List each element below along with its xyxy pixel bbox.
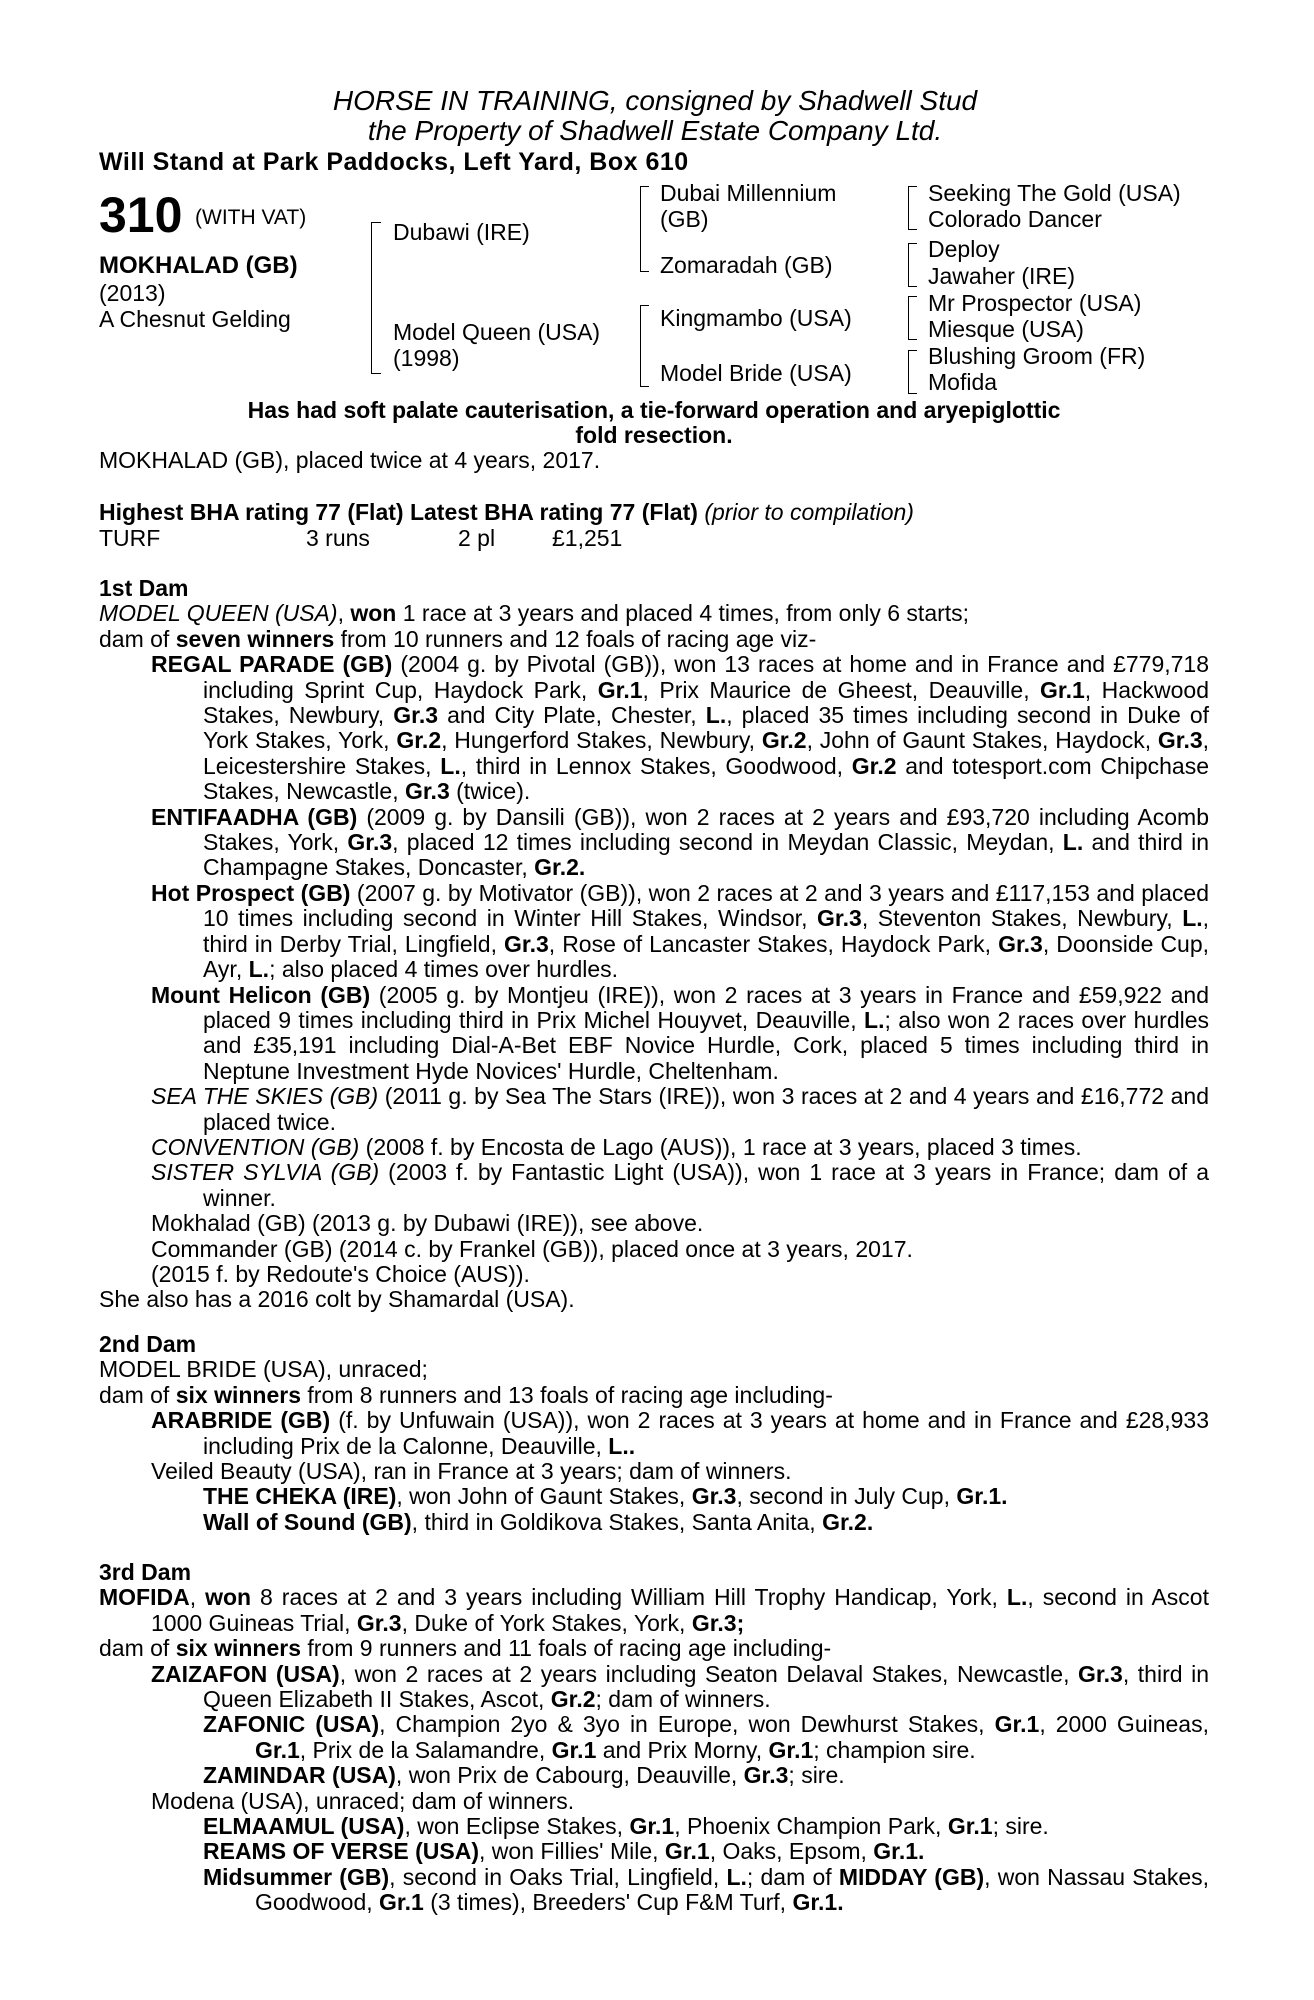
mofida-record: MOFIDA, won 8 races at 2 and 3 years including William Hill Trophy Handicap, York, L., second in Ascot 1000 Guineas Trial, Gr.3, Duke of York Stakes, York, Gr.3; (99, 1584, 1209, 1636)
produce-mount-helicon: Mount Helicon (GB) (2005 g. by Montjeu (IRE)), won 2 races at 3 years in France and £59,922 and placed 9 times including third in Prix Michel Houyvet, Deauville, L.; also won 2 races over hurdles and £35,191 including Dial-A-Bet EBF Novice Hurdle, Cork, placed 5 times including third in Neptune Investment Hyde Novices' Hurdle, Cheltenham. (151, 981, 1210, 1084)
produce-entifaadha: ENTIFAADHA (GB) (2009 g. by Dansili (GB)), won 2 races at 2 years and £93,720 including Acomb Stakes, York, Gr.3, placed 12 times including second in Meydan Classic, Meydan, L. and third in Champagne Stakes, Doncaster, Gr.2. (151, 803, 1210, 881)
pedigree-dam-sire: Kingmambo (USA) (660, 305, 852, 331)
pedigree-dam: Model Queen (USA) (393, 319, 601, 345)
section-heading: 2nd Dam (99, 1331, 197, 1357)
pedigree-sire: Dubawi (IRE) (393, 219, 530, 245)
produce-sister-sylvia: SISTER SYLVIA (GB) (2003 f. by Fantastic Light (USA)), won 1 race at 3 years in France; dam of a winner. (151, 1159, 1210, 1211)
horse-year: (2013) (99, 280, 166, 306)
dam-line-brace (640, 305, 649, 387)
gen3-brace-3 (908, 296, 917, 340)
pedigree-dam-dam: Model Bride (USA) (660, 360, 852, 386)
produce-2015-filly: (2015 f. by Redoute's Choice (AUS)). (151, 1260, 530, 1287)
produce-sea-the-skies: SEA THE SKIES (GB) (2011 g. by Sea The Stars (IRE)), won 3 races at 2 and 4 years and £16,772 and placed twice. (151, 1083, 1209, 1135)
third-dam-section: 3rd Dam MOFIDA, won 8 races at 2 and 3 years including William Hill Trophy Handicap, York, L., second in Ascot 1000 Guineas Trial, Gr.3, Duke of York Stakes, York, Gr.3; dam of six winners from 9 runners and 11 foals of racing age including- ZAIZAFON (USA), won 2 races at 2 years including Seaton Delaval Stakes, Newcastle, Gr.3, third in Queen Elizabeth II Stakes, Ascot, Gr.2; dam of winners. ZAFONIC (USA), Champion 2yo & 3yo in Europe, won Dewhurst Stakes, Gr.1, 2000 Guineas, Gr.1, Prix de la Salamandre, Gr.1 and Prix Morny, Gr.1; champion sire. ZAMINDAR (USA), won Prix de Cabourg, Deauville, Gr.3; sire. Modena (USA), unraced; dam of winners. ELMAAMUL (USA), won Eclipse Stakes, Gr.1, Phoenix Champion Park, Gr.1; sire. REAMS OF VERSE (USA), won Fillies' Mile, Gr.1, Oaks, Epsom, Gr.1. Midsummer (GB), second in Oaks Trial, Lingfield, L.; dam of MIDDAY (GB), won Nassau Stakes, Goodwood, Gr.1 (3 times), Breeders' Cup F&M Turf, Gr.1. (99, 1559, 1210, 1916)
pedigree-dam-year: (1998) (393, 345, 460, 371)
pedigree-dds: Blushing Groom (FR) (928, 343, 1146, 369)
pedigree-sds: Deploy (928, 236, 1000, 262)
produce-modena: Modena (USA), unraced; dam of winners. (151, 1787, 575, 1814)
produce-zafonic: ZAFONIC (USA), Champion 2yo & 3yo in Europe, won Dewhurst Stakes, Gr.1, 2000 Guineas, Gr.1, Prix de la Salamandre, Gr.1 and Prix Morny, Gr.1; champion sire. (203, 1711, 1209, 1763)
pedigree-sss: Seeking The Gold (USA) (928, 180, 1181, 206)
stand-location: Will Stand at Park Paddocks, Left Yard, Box 610 (99, 148, 689, 176)
wind-surgery-note: Has had soft palate cauterisation, a tie-forward operation and aryepiglottic fold resection. (247, 397, 1061, 449)
horse-name: MOKHALAD (GB) (99, 252, 298, 279)
pedigree-sire-dam: Zomaradah (GB) (660, 252, 833, 278)
produce-elmaamul: ELMAAMUL (USA), won Eclipse Stakes, Gr.1, Phoenix Champion Park, Gr.1; sire. (203, 1813, 1049, 1840)
pedigree-sdd: Jawaher (IRE) (928, 263, 1075, 289)
produce-veiled-beauty: Veiled Beauty (USA), ran in France at 3 years; dam of winners. (151, 1458, 792, 1485)
pedigree-sire-sire: Dubai Millennium (660, 180, 837, 206)
horse-description: A Chesnut Gelding (99, 306, 291, 332)
section-heading: 1st Dam (99, 575, 189, 601)
gen3-brace-1 (908, 186, 917, 230)
race-record-row: TURF 3 runs 2 pl £1,251 (99, 525, 623, 551)
consignor-line: HORSE IN TRAINING, consigned by Shadwell Stud (332, 85, 978, 116)
pedigree-dsd: Miesque (USA) (928, 316, 1084, 342)
produce-the-cheka: THE CHEKA (IRE), won John of Gaunt Stakes, Gr.3, second in July Cup, Gr.1. (203, 1483, 1008, 1510)
produce-zaizafon: ZAIZAFON (USA), won 2 races at 2 years including Seaton Delaval Stakes, Newcastle, Gr.3, third in Queen Elizabeth II Stakes, Ascot, Gr.2; dam of winners. (151, 1660, 1209, 1713)
sire-line-brace (640, 186, 649, 272)
produce-mokhalad: Mokhalad (GB) (2013 g. by Dubawi (IRE)), see above. (151, 1210, 704, 1237)
racing-summary: MOKHALAD (GB), placed twice at 4 years, 2017. (99, 447, 601, 473)
property-line: the Property of Shadwell Estate Company Ltd. (367, 115, 943, 146)
produce-convention: CONVENTION (GB) (2008 f. by Encosta de Lago (AUS)), 1 race at 3 years, placed 3 times. (151, 1133, 1082, 1160)
produce-reams-of-verse: REAMS OF VERSE (USA), won Fillies' Mile, Gr.1, Oaks, Epsom, Gr.1. (203, 1838, 925, 1865)
gen3-brace-2 (908, 243, 917, 287)
produce-commander: Commander (GB) (2014 c. by Frankel (GB)), placed once at 3 years, 2017. (151, 1235, 913, 1262)
second-dam-section: 2nd Dam MODEL BRIDE (USA), unraced; dam of six winners from 8 runners and 13 foals of racing age including- ARABRIDE (GB) (f. by Unfuwain (USA)), won 2 races at 3 years at home and in France and £28,933 including Prix de la Calonne, Deauville, L.. Veiled Beauty (USA), ran in France at 3 years; dam of winners. THE CHEKA (IRE), won John of Gaunt Stakes, Gr.3, second in July Cup, Gr.1. Wall of Sound (GB), third in Goldikova Stakes, Santa Anita, Gr.2. (99, 1331, 1209, 1535)
produce-hot-prospect: Hot Prospect (GB) (2007 g. by Motivator (GB)), won 2 races at 2 and 3 years and £117,153 and placed 10 times including second in Winter Hill Stakes, Windsor, Gr.3, Steventon Stakes, Newbury, L., third in Derby Trial, Lingfield, Gr.3, Rose of Lancaster Stakes, Haydock Park, Gr.3, Doonside Cup, Ayr, L.; also placed 4 times over hurdles. (151, 879, 1210, 983)
lot-number: 310 (99, 187, 183, 243)
catalogue-header (99, 86, 1211, 146)
vat-label: (WITH VAT) (195, 206, 307, 229)
pedigree-dss: Mr Prospector (USA) (928, 290, 1142, 316)
produce-regal-parade: REGAL PARADE (GB) (2004 g. by Pivotal (GB)), won 13 races at home and in France and £779,718 including Sprint Cup, Haydock Park, Gr.1, Prix Maurice de Gheest, Deauville, Gr.1, Hackwood Stakes, Newbury, Gr.3 and City Plate, Chester, L., placed 35 times including second in Duke of York Stakes, York, Gr.2, Hungerford Stakes, Newbury, Gr.2, John of Gaunt Stakes, Haydock, Gr.3, Leicestershire Stakes, L., third in Lennox Stakes, Goodwood, Gr.2 and totesport.com Chipchase Stakes, Newcastle, Gr.3 (twice). (151, 651, 1210, 805)
bha-rating: Highest BHA rating 77 (Flat) Latest BHA rating 77 (Flat) (prior to compilation) (99, 499, 914, 525)
produce-midsummer: Midsummer (GB), second in Oaks Trial, Lingfield, L.; dam of MIDDAY (GB), won Nassau Stakes, Goodwood, Gr.1 (3 times), Breeders' Cup F&M Turf, Gr.1. (203, 1863, 1210, 1916)
produce-arabride: ARABRIDE (GB) (f. by Unfuwain (USA)), won 2 races at 3 years at home and in France and £28,933 including Prix de la Calonne, Deauville, L.. (151, 1407, 1209, 1459)
first-dam-section: 1st Dam MODEL QUEEN (USA), won 1 race at 3 years and placed 4 times, from only 6 starts; dam of seven winners from 10 runners and 12 foals of racing age viz- REGAL PARADE (GB) (2004 g. by Pivotal (GB)), won 13 races at home and in France and £779,718 including Sprint Cup, Haydock Park, Gr.1, Prix Maurice de Gheest, Deauville, Gr.1, Hackwood Stakes, Newbury, Gr.3 and City Plate, Chester, L., placed 35 times including second in Duke of York Stakes, York, Gr.2, Hungerford Stakes, Newbury, Gr.2, John of Gaunt Stakes, Haydock, Gr.3, Leicestershire Stakes, L., third in Lennox Stakes, Goodwood, Gr.2 and totesport.com Chipchase Stakes, Newcastle, Gr.3 (twice). ENTIFAADHA (GB) (2009 g. by Dansili (GB)), won 2 races at 2 years and £93,720 including Acomb Stakes, York, Gr.3, placed 12 times including second in Meydan Classic, Meydan, L. and third in Champagne Stakes, Doncaster, Gr.2. Hot Prospect (GB) (2007 g. by Motivator (GB)), won 2 races at 2 and 3 years and £117,153 and placed 10 times including second in Winter Hill Stakes, Windsor, Gr.3, Steventon Stakes, Newbury, L., third in Derby Trial, Lingfield, Gr.3, Rose of Lancaster Stakes, Haydock Park, Gr.3, Doonside Cup, Ayr, L.; also placed 4 times over hurdles. Mount Helicon (GB) (2005 g. by Montjeu (IRE)), won 2 races at 3 years in France and £59,922 and placed 9 times including third in Prix Michel Houyvet, Deauville, L.; also won 2 races over hurdles and £35,191 including Dial-A-Bet EBF Novice Hurdle, Cork, placed 5 times including third in Neptune Investment Hyde Novices' Hurdle, Cheltenham. SEA THE SKIES (GB) (2011 g. by Sea The Stars (IRE)), won 3 races at 2 and 4 years and £16,772 and placed twice. CONVENTION (GB) (2008 f. by Encosta de Lago (AUS)), 1 race at 3 years, placed 3 times. SISTER SYLVIA (GB) (2003 f. by Fantastic Light (USA)), won 1 race at 3 years in France; dam of a winner. Mokhalad (GB) (2013 g. by Dubawi (IRE)), see above. Commander (GB) (2014 c. by Frankel (GB)), placed once at 3 years, 2017. (2015 f. by Redoute's Choice (AUS)). She also has a 2016 colt by Shamardal (USA). (99, 575, 1210, 1313)
pedigree-ddd: Mofida (928, 369, 998, 395)
produce-2016-colt: She also has a 2016 colt by Shamardal (USA). (99, 1286, 575, 1313)
pedigree-sire-sire-country: (GB) (660, 206, 709, 232)
produce-wall-of-sound: Wall of Sound (GB), third in Goldikova Stakes, Santa Anita, Gr.2. (203, 1508, 874, 1535)
sire-dam-brace (371, 222, 381, 374)
section-heading: 3rd Dam (99, 1559, 192, 1585)
produce-zamindar: ZAMINDAR (USA), won Prix de Cabourg, Deauville, Gr.3; sire. (203, 1762, 845, 1789)
pedigree-ssd: Colorado Dancer (928, 206, 1102, 232)
gen3-brace-4 (908, 350, 917, 394)
